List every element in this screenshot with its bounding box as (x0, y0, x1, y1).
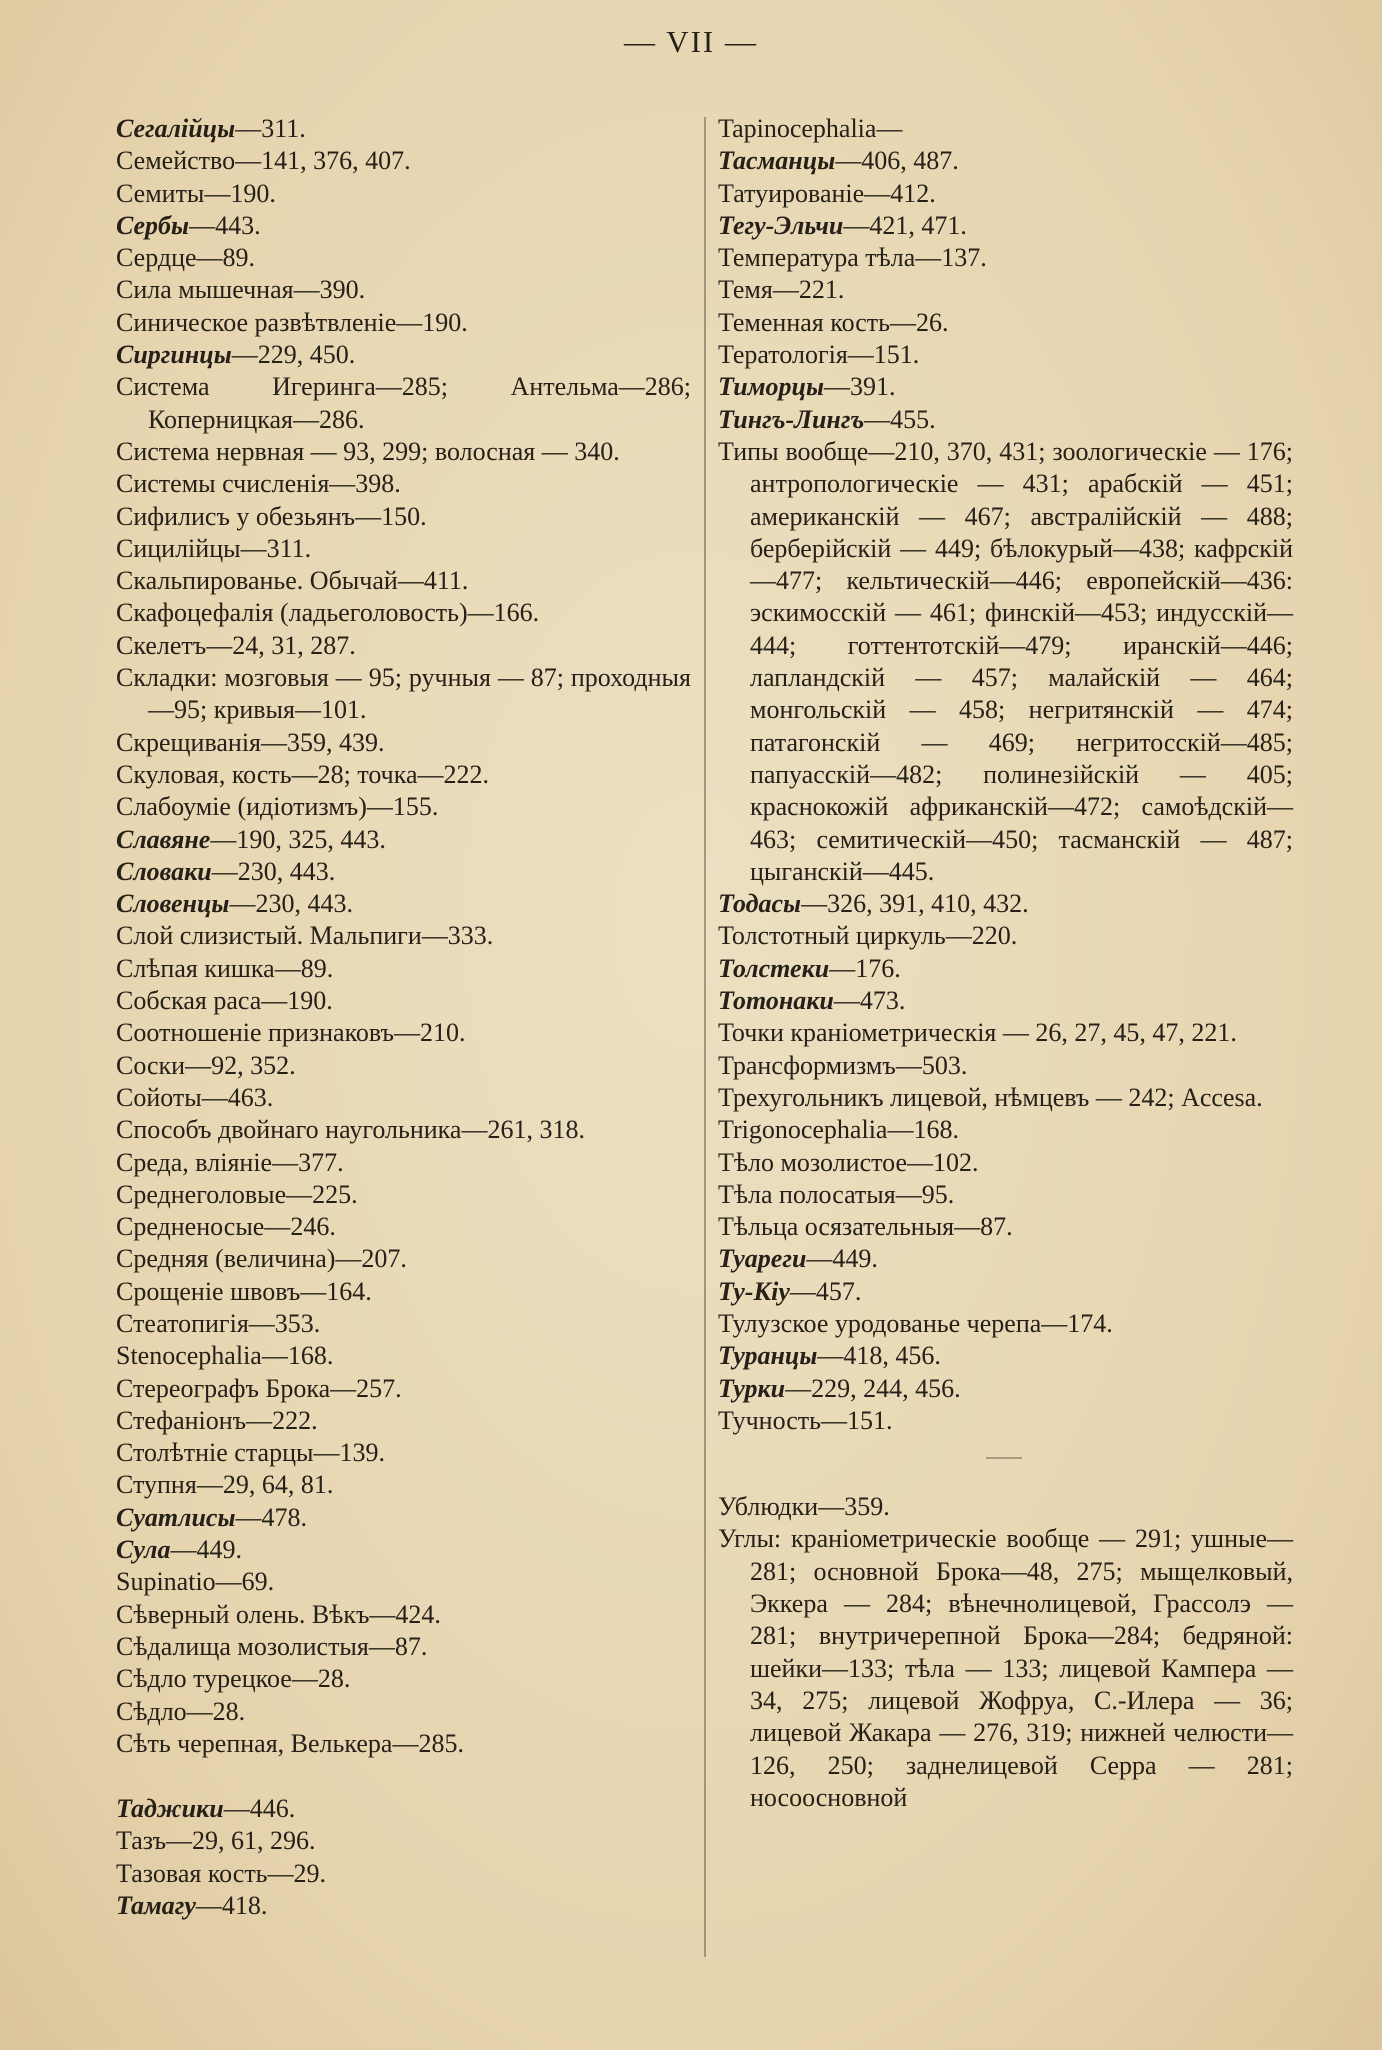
entry-term: Сѣверный олень. Вѣкъ (116, 1599, 370, 1629)
entry-page-refs: —443. (189, 210, 261, 240)
entry-term: Соотношеніе признаковъ (116, 1018, 394, 1048)
entry-term: Сербы (116, 210, 190, 240)
entry-page-refs: —449. (806, 1244, 878, 1274)
entry-page-refs: —478. (235, 1502, 307, 1532)
index-entry (116, 1082, 691, 1114)
entry-page-refs: —28. (186, 1696, 246, 1726)
entry-page-refs: —89. (274, 953, 334, 983)
index-entry (718, 1179, 1293, 1211)
entry-page-refs: —353. (248, 1308, 321, 1338)
index-entry (116, 533, 691, 565)
entry-term: Сѣдло турецкое (116, 1664, 292, 1694)
entry-page-refs: —150. (355, 501, 427, 531)
index-entry (116, 856, 691, 888)
index-entry (718, 888, 1293, 920)
index-entry (116, 501, 691, 533)
entry-term: Туареги (718, 1244, 807, 1274)
entry-page-refs: —174. (1041, 1308, 1113, 1338)
entry-term: Tapinocephalia (718, 114, 877, 143)
index-entry (718, 1308, 1293, 1340)
index-column-left (116, 113, 691, 1922)
index-entry (116, 1502, 691, 1534)
index-entry (116, 888, 691, 920)
entry-term: Стереографъ Брока (116, 1373, 331, 1403)
entry-term: Тератологія (718, 340, 848, 370)
index-entry (116, 242, 691, 274)
index-entry (718, 1491, 1293, 1523)
index-entry (116, 1114, 691, 1146)
index-entry (116, 953, 691, 985)
entry-page-refs: —359, 439. (261, 727, 385, 757)
entry-term: Слой слизистый. Мальпиги (116, 921, 422, 951)
entry-term: Стеатопигія (116, 1308, 249, 1338)
index-entry (116, 791, 691, 823)
index-entry (116, 1147, 691, 1179)
index-entry (718, 210, 1293, 242)
entry-term: Срощеніе швовъ (116, 1276, 301, 1306)
index-entry (718, 953, 1293, 985)
index-entry (116, 145, 691, 177)
index-entry (718, 307, 1293, 339)
entry-page-refs: —210, 370, 431; зоологическіе — 176; антропологическіе — 431; арабскій — 451; американскій — 467; австралійскій — 488; берберійскій — 449; бѣлокурый—438; кафрскій—477; кельтическій—446; европейскій—436: эскимосскій — 461; финскій—453; индусскій—444; готтентотскій—479; иранскій—446; лапландскій — 457; малайскій — 464; монгольскій — 458; негритянскій — 474; патагонскій — 469; негритосскій—485; папуасскій—482; полинезійскій — 405; краснокожій африканскій—472; самоѣдскій—463; семитическій—450; тасманскій — 487; цыганскій—445. (750, 436, 1293, 886)
index-entry (718, 1243, 1293, 1275)
index-entry (116, 274, 691, 306)
index-entry (116, 307, 691, 339)
entry-page-refs: —222. (246, 1405, 318, 1435)
entry-page-refs: —390. (293, 275, 366, 305)
index-entry (718, 1276, 1293, 1308)
entry-page-refs: —449. (170, 1535, 243, 1565)
entry-term: Тодасы (718, 889, 802, 919)
entry-term: Толстотный циркуль (718, 921, 946, 951)
entry-term: Турки (718, 1373, 786, 1403)
index-entry (116, 468, 691, 500)
entry-page-refs: —151. (847, 340, 920, 370)
entry-page-refs: —326, 391, 410, 432. (801, 889, 1029, 919)
entry-term: Тегу-Эльчи (718, 210, 844, 240)
entry-page-refs: —29. (267, 1858, 327, 1888)
entry-page-refs: —230, 443. (211, 856, 336, 886)
entry-page-refs: —377. (272, 1147, 344, 1177)
entry-term: Скальпированье. Обычай (116, 566, 398, 596)
entry-term: Сила мышечная (116, 275, 294, 305)
index-entry (116, 371, 691, 436)
entry-page-refs: —139. (313, 1438, 385, 1468)
entry-term: Системы счисленія (116, 469, 330, 499)
entry-page-refs: —87. (954, 1212, 1013, 1242)
index-entry (116, 759, 691, 791)
entry-page-refs: —391. (824, 372, 896, 402)
entry-page-refs: —311. (240, 533, 312, 563)
entry-term: Тѣло мозолистое (718, 1147, 908, 1177)
entry-term: Supinatio (116, 1567, 216, 1597)
entry-term: Толстеки (718, 953, 830, 983)
entry-page-refs: —473. (833, 986, 906, 1016)
index-entry (116, 920, 691, 952)
index-entry (116, 1728, 691, 1760)
entry-term: Таджики (116, 1794, 224, 1824)
entry-page-refs: —418. (195, 1891, 268, 1921)
index-entry (116, 1179, 691, 1211)
entry-term: Тасманцы (718, 146, 836, 176)
entry-term: Татуированіе (718, 178, 865, 208)
entry-page-refs: —406, 487. (835, 146, 959, 176)
entry-page-refs: —24, 31, 287. (206, 630, 356, 660)
entry-page-refs: —155. (366, 792, 439, 822)
entry-page-refs: —311. (235, 114, 306, 143)
entry-term: Ублюдки (718, 1492, 819, 1522)
index-entry (116, 1469, 691, 1501)
index-entry (116, 565, 691, 597)
entry-term: Столѣтніе старцы (116, 1438, 314, 1468)
entry-page-refs: —463. (201, 1082, 274, 1112)
index-entry (116, 1663, 691, 1695)
index-entry (116, 1858, 691, 1890)
index-entry (116, 1825, 691, 1857)
entry-term: Средняя (величина) (116, 1244, 336, 1274)
entry-term: Слабоуміе (идіотизмъ) (116, 792, 367, 822)
index-entry (116, 1276, 691, 1308)
entry-term: Средненосые (116, 1212, 265, 1242)
entry-page-refs: —141, 376, 407. (235, 146, 411, 176)
entry-term: Ступня (116, 1470, 197, 1500)
entry-page-refs: —225. (286, 1179, 358, 1209)
index-entry (718, 920, 1293, 952)
entry-term: Среда, вліяніе (116, 1147, 273, 1177)
section-gap (116, 1760, 691, 1793)
entry-page-refs: —87. (368, 1631, 428, 1661)
entry-term: Тучность (718, 1405, 821, 1435)
entry-term: Складки: (116, 663, 218, 693)
index-entry (718, 1114, 1293, 1146)
section-separator (718, 1437, 1293, 1491)
entry-page-refs: —229, 450. (231, 340, 356, 370)
index-entry (116, 339, 691, 371)
entry-page-refs: —457. (789, 1276, 862, 1306)
index-column-right (718, 113, 1293, 1814)
index-entry (116, 1340, 691, 1372)
entry-term: Суатлисы (116, 1502, 236, 1532)
entry-page-refs: —210. (393, 1018, 466, 1048)
entry-term: Ту-Кіу (718, 1276, 790, 1306)
entry-term: Туранцы (718, 1341, 818, 1371)
entry-page-refs: —92, 352. (185, 1050, 296, 1080)
entry-term: Стефаніонъ (116, 1405, 247, 1435)
entry-term: Слѣпая кишка (116, 953, 275, 983)
entry-page-refs: —230, 443. (229, 889, 353, 919)
entry-page-refs: —246. (264, 1212, 336, 1242)
index-entry (116, 1050, 691, 1082)
entry-term: Trigonocephalia (718, 1115, 888, 1145)
entry-term: Температура тѣла (718, 243, 916, 273)
entry-page-refs: —28. (291, 1664, 351, 1694)
entry-term: Тотонаки (718, 986, 834, 1016)
entry-term: Сойоты (116, 1082, 202, 1112)
entry-page-refs: —26. (889, 307, 949, 337)
index-entry (718, 1523, 1293, 1814)
entry-term: Словаки (116, 856, 212, 886)
entry-term: Скелетъ (116, 630, 207, 660)
entry-page-refs: —89. (196, 243, 256, 273)
entry-term: Способъ двойнаго наугольника (116, 1115, 462, 1145)
entry-term: Тазъ (116, 1826, 167, 1856)
entry-page-refs: мозговыя — 95; ручныя — 87; проходныя—95; кривыя—101. (148, 663, 691, 725)
index-entry (116, 178, 691, 210)
page-header: — VII — (624, 24, 758, 59)
entry-page-refs: —503. (895, 1050, 968, 1080)
entry-page-refs: —190. (396, 307, 468, 337)
entry-page-refs: —29, 61, 296. (166, 1826, 316, 1856)
entry-page-refs: — (876, 114, 903, 143)
entry-page-refs: —359. (818, 1492, 890, 1522)
entry-term: Тингъ-Лингъ (718, 404, 865, 434)
entry-term: Сула (116, 1535, 171, 1565)
entry-page-refs: —166. (467, 598, 540, 628)
index-entry (116, 1631, 691, 1663)
entry-page-refs: —446. (223, 1794, 296, 1824)
index-entry (116, 1890, 691, 1922)
index-entry (718, 1373, 1293, 1405)
entry-page-refs: краніометрическіе вообще — 291; ушные—281; основной Брока—48, 275; мыщелковый, Эккера — 284; вѣнечнолицевой, Грассолэ — 281; внутричерепной Брока—284; бедряной: шейки—133; тѣла — 133; лицевой Кампера — 34, 275; лицевой Жофруа, С.-Илера — 36; лицевой Жакара — 276, 319; нижней челюсти—126, 250; заднелицевой Серра — 281; носоосновной (750, 1524, 1293, 1812)
index-entry (116, 113, 691, 145)
entry-term: Собская раса (116, 986, 262, 1016)
entry-page-refs: —221. (772, 275, 845, 305)
entry-term: Углы: (718, 1524, 782, 1554)
index-entry (718, 113, 1293, 145)
entry-page-refs: — 26, 27, 45, 47, 221. (996, 1018, 1237, 1048)
entry-page-refs: —412. (864, 178, 936, 208)
entry-term: Система Игеринга (116, 372, 376, 402)
entry-term: Сѣдло (116, 1696, 187, 1726)
index-entry (116, 1534, 691, 1566)
entry-page-refs: —455. (864, 404, 936, 434)
entry-term: Семиты (116, 178, 205, 208)
index-entry (116, 662, 691, 727)
entry-page-refs: —190. (204, 178, 276, 208)
entry-page-refs: —28; точка—222. (291, 759, 490, 789)
index-entry (116, 824, 691, 856)
index-entry (116, 1793, 691, 1825)
index-entry (718, 242, 1293, 274)
entry-term: Семейство (116, 146, 236, 176)
index-entry (116, 1308, 691, 1340)
index-entry (116, 1243, 691, 1275)
entry-term: Сѣть черепная, Велькера (116, 1728, 393, 1758)
entry-page-refs: —102. (907, 1147, 979, 1177)
index-entry (718, 274, 1293, 306)
entry-page-refs: —95. (895, 1179, 955, 1209)
index-entry (116, 727, 691, 759)
entry-page-refs: —418, 456. (817, 1341, 941, 1371)
index-entry (116, 436, 691, 468)
entry-page-refs: —285; Антельма—286; Коперницкая—286. (148, 372, 691, 434)
index-entry (116, 1373, 691, 1405)
index-entry (116, 1405, 691, 1437)
entry-term: Скрещиванія (116, 727, 262, 757)
entry-term: Среднеголовые (116, 1179, 287, 1209)
entry-page-refs: —411. (397, 566, 469, 596)
entry-term: Теменная кость (718, 307, 890, 337)
entry-term: Stenocephalia (116, 1341, 262, 1371)
index-entry (718, 1082, 1293, 1114)
entry-term: Система нервная (116, 436, 305, 466)
index-entry (718, 1405, 1293, 1437)
index-entry (718, 1050, 1293, 1082)
entry-page-refs: —285. (392, 1728, 464, 1758)
entry-page-refs: —190. (261, 986, 333, 1016)
index-entry (116, 1696, 691, 1728)
entry-term: Скафоцефалія (ладьеголовость) (116, 598, 468, 628)
entry-term: Тамагу (116, 1891, 196, 1921)
entry-term: Синическое развѣтвленіе (116, 307, 397, 337)
index-entry (718, 371, 1293, 403)
index-entry (718, 178, 1293, 210)
entry-page-refs: —257. (330, 1373, 402, 1403)
entry-term: Трансформизмъ (718, 1050, 896, 1080)
entry-page-refs: —229, 244, 456. (785, 1373, 961, 1403)
index-entry (718, 404, 1293, 436)
entry-term: Тиморцы (718, 372, 825, 402)
index-entry (116, 1599, 691, 1631)
entry-page-refs: —168. (261, 1341, 334, 1371)
index-entry (718, 145, 1293, 177)
entry-page-refs: —168. (887, 1115, 959, 1145)
index-entry (718, 1147, 1293, 1179)
index-entry (116, 597, 691, 629)
index-entry (116, 1017, 691, 1049)
entry-page-refs: —151. (820, 1405, 893, 1435)
entry-term: Сиргинцы (116, 340, 232, 370)
index-entry (116, 210, 691, 242)
entry-page-refs: —421, 471. (843, 210, 967, 240)
entry-page-refs: —333. (421, 921, 494, 951)
entry-term: Тѣла полосатыя (718, 1179, 896, 1209)
entry-term: Сифилисъ у обезьянъ (116, 501, 356, 531)
entry-term: Точки краніометрическія (718, 1018, 997, 1048)
entry-page-refs: —424. (369, 1599, 441, 1629)
entry-page-refs: —164. (300, 1276, 372, 1306)
index-entry (718, 339, 1293, 371)
entry-page-refs: — 93, 299; волосная — 340. (304, 436, 620, 466)
entry-term: Тѣльца осязательныя (718, 1212, 955, 1242)
entry-term: Сегалійцы (116, 114, 236, 143)
entry-term: Типы вообще (718, 436, 869, 466)
entry-term: Тазовая кость (116, 1858, 268, 1888)
index-entry (718, 436, 1293, 888)
entry-term: Соски (116, 1050, 186, 1080)
entry-page-refs: —69. (215, 1567, 275, 1597)
entry-page-refs: —176. (829, 953, 901, 983)
entry-page-refs: —261, 318. (461, 1115, 585, 1145)
entry-term: Тулузское уродованье черепа (718, 1308, 1042, 1338)
index-entry (116, 1211, 691, 1243)
entry-page-refs: —220. (945, 921, 1018, 951)
entry-page-refs: —190, 325, 443. (210, 824, 386, 854)
entry-term: Славяне (116, 824, 211, 854)
entry-page-refs: —137. (915, 243, 987, 273)
entry-term: Скуловая, кость (116, 759, 292, 789)
entry-term: Сѣдалища мозолистыя (116, 1631, 369, 1661)
entry-page-refs: —29, 64, 81. (196, 1470, 334, 1500)
entry-term: Сердце (116, 243, 197, 273)
entry-term: Трехугольникъ лицевой, нѣмцевъ (718, 1082, 1090, 1112)
entry-term: Темя (718, 275, 773, 305)
index-entry (116, 1437, 691, 1469)
index-entry (718, 1211, 1293, 1243)
entry-page-refs: —207. (335, 1244, 407, 1274)
index-entry (718, 985, 1293, 1017)
index-entry (718, 1017, 1293, 1049)
column-divider (704, 117, 706, 1957)
index-entry (116, 1566, 691, 1598)
index-entry (718, 1340, 1293, 1372)
index-entry (116, 985, 691, 1017)
index-entry (116, 630, 691, 662)
entry-page-refs: — 242; Accesa. (1089, 1082, 1263, 1112)
entry-term: Сицилійцы (116, 533, 241, 563)
entry-term: Словенцы (116, 889, 230, 919)
entry-page-refs: —398. (329, 469, 401, 499)
